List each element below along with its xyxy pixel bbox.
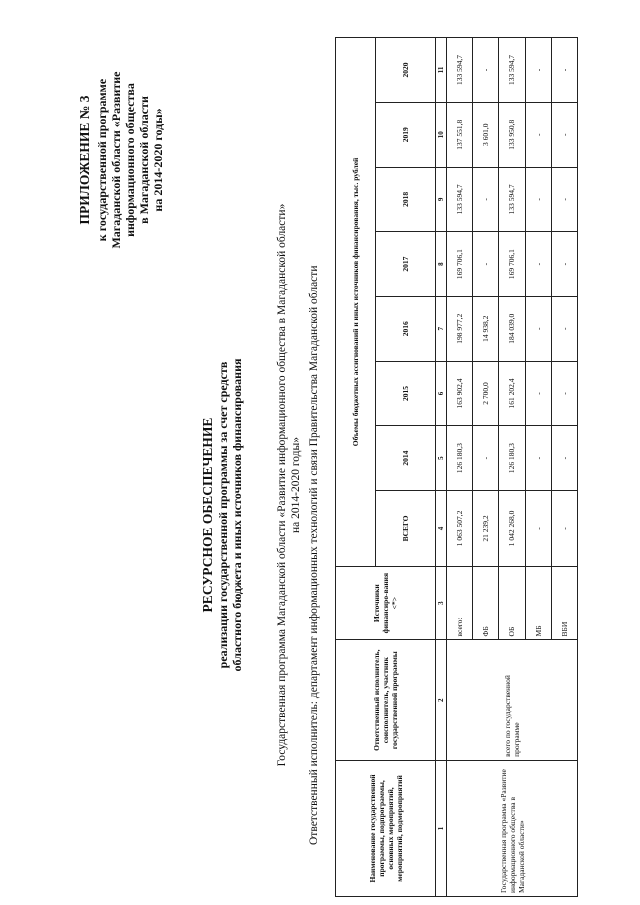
appendix-line: Магаданской области «Развитие (109, 71, 123, 249)
value-cell: 2 700,0 (473, 361, 499, 426)
value-cell: - (525, 102, 551, 167)
value-cell: - (473, 232, 499, 297)
header-year: 2014 (376, 426, 436, 491)
title-subline: областного бюджета и иных источников финансирования (230, 358, 244, 672)
source-cell: всего: (447, 566, 473, 640)
header-year: 2016 (376, 296, 436, 361)
resource-table-wrapper (335, 37, 578, 897)
appendix-block (78, 30, 165, 290)
value-cell: 133 594,7 (447, 38, 473, 103)
value-cell: - (551, 102, 577, 167)
value-cell: - (551, 232, 577, 297)
value-cell: - (525, 426, 551, 491)
header-year: 2015 (376, 361, 436, 426)
column-number: 7 (436, 296, 447, 361)
value-cell: - (551, 38, 577, 103)
value-cell: 133 594,7 (499, 167, 525, 232)
header-total: ВСЕГО (376, 491, 436, 567)
program-name (275, 135, 303, 835)
value-cell: 198 977,2 (447, 296, 473, 361)
title-heading: РЕСУРСНОЕ ОБЕСПЕЧЕНИЕ (200, 417, 215, 613)
value-cell: 3 601,0 (473, 102, 499, 167)
column-number: 8 (436, 232, 447, 297)
value-cell: 1 063 507,2 (447, 491, 473, 567)
value-cell: - (525, 491, 551, 567)
value-cell: 133 594,7 (447, 167, 473, 232)
value-cell: 1 042 268,0 (499, 491, 525, 567)
program-line: Государственная программа Магаданской области «Развитие информационного общества в Магаданской области» (276, 203, 288, 767)
program-line: на 2014-2020 годы» (290, 437, 302, 534)
value-cell: - (525, 167, 551, 232)
value-cell: - (551, 296, 577, 361)
source-cell: ОБ (499, 566, 525, 640)
responsible-executor: Ответственный исполнитель: департамент информационных технологий и связи Правительства Магаданской области (308, 265, 320, 845)
column-number: 4 (436, 491, 447, 567)
header-executor: Ответственный исполнитель, соисполнитель, участник государственной программы (336, 640, 436, 760)
source-cell: ВБИ (551, 566, 577, 640)
value-cell: 133 594,7 (499, 38, 525, 103)
title-subline: реализации государственной программы за счет средств (216, 361, 230, 669)
appendix-title: ПРИЛОЖЕНИЕ № 3 (77, 95, 92, 225)
value-cell: 161 202,4 (499, 361, 525, 426)
value-cell: - (525, 361, 551, 426)
header-name: Наименование государственной программы, подпрограммы, основных мероприятий, мероприятий, подмероприятий (336, 760, 436, 896)
value-cell: - (525, 232, 551, 297)
value-cell: 137 551,8 (447, 102, 473, 167)
value-cell: - (551, 426, 577, 491)
source-cell: МБ (525, 566, 551, 640)
value-cell: 163 902,4 (447, 361, 473, 426)
header-year: 2018 (376, 167, 436, 232)
appendix-line: в Магаданской области (137, 96, 151, 224)
column-number: 5 (436, 426, 447, 491)
resource-table (335, 37, 578, 897)
value-cell: 21 239,2 (473, 491, 499, 567)
program-name-cell: Государственная программа «Развитие информационного общества в Магаданской области» (447, 760, 578, 896)
appendix-line: информационного общества (123, 83, 137, 237)
column-number: 6 (436, 361, 447, 426)
header-year: 2019 (376, 102, 436, 167)
column-number: 1 (436, 760, 447, 896)
value-cell: - (551, 491, 577, 567)
value-cell: 184 039,0 (499, 296, 525, 361)
column-number: 3 (436, 566, 447, 640)
value-cell: - (551, 361, 577, 426)
appendix-line: к государственной программе (95, 78, 109, 242)
column-number: 10 (436, 102, 447, 167)
value-cell: - (473, 38, 499, 103)
value-cell: - (551, 167, 577, 232)
header-source: Источники финансиро-вания <*> (336, 566, 436, 640)
value-cell: 14 938,2 (473, 296, 499, 361)
value-cell: - (525, 296, 551, 361)
column-number-row (436, 38, 447, 897)
value-cell: 126 180,3 (447, 426, 473, 491)
value-cell: 169 706,1 (499, 232, 525, 297)
source-cell: ФБ (473, 566, 499, 640)
value-cell: - (473, 167, 499, 232)
program-executor-cell: всего по государственной программе (447, 640, 578, 760)
document-title (200, 275, 244, 755)
table-row (447, 38, 473, 897)
value-cell: 133 950,8 (499, 102, 525, 167)
header-volumes: Объемы бюджетных ассигнований и иных источников финансирования, тыс. рублей (336, 38, 376, 567)
header-year: 2020 (376, 38, 436, 103)
value-cell: - (473, 426, 499, 491)
column-number: 9 (436, 167, 447, 232)
value-cell: 126 180,3 (499, 426, 525, 491)
value-cell: 169 706,1 (447, 232, 473, 297)
header-year: 2017 (376, 232, 436, 297)
column-number: 2 (436, 640, 447, 760)
appendix-line: на 2014-2020 годы» (151, 108, 165, 212)
value-cell: - (525, 38, 551, 103)
column-number: 11 (436, 38, 447, 103)
